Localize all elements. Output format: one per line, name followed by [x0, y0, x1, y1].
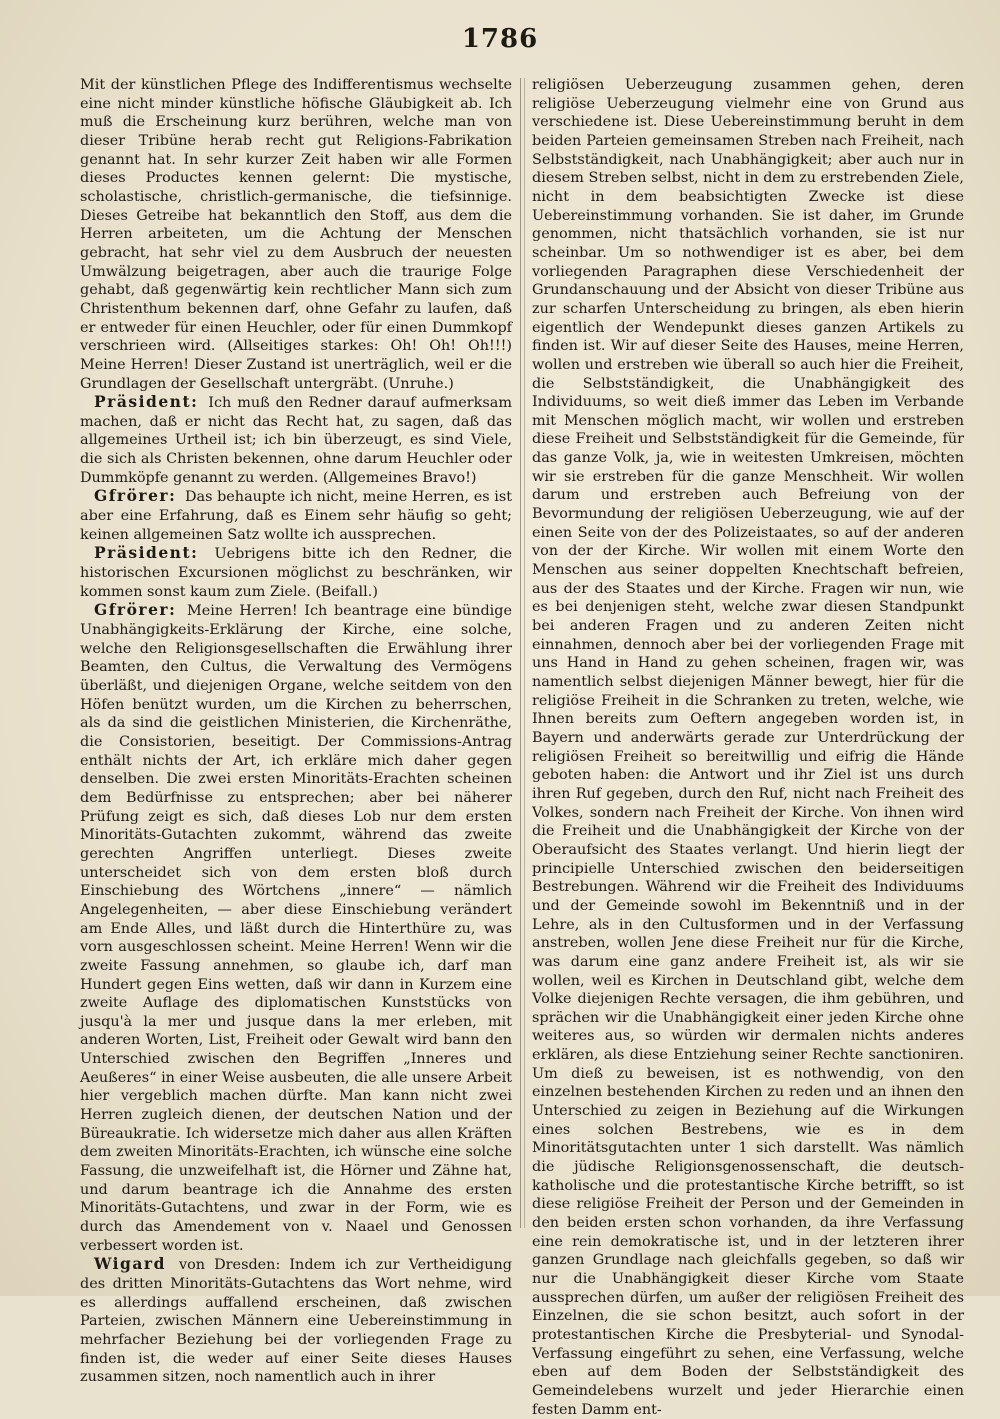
speech-paragraph: [80, 601, 512, 1255]
speech-text: von Dresden: Indem ich zur Vertheidigung des dritten Minoritäts-Gutachtens das Wort nehme, wird es allerdings auffallend erscheinen, daß zwischen Parteien, zwischen Männern eine Uebereinstimmung in mehrfacher Beziehung bei der vorliegenden Frage zu finden ist, die weder auf einer Seite dieses Hauses zusammen sitzen, noch namentlich auch in ihrer: [80, 1257, 512, 1386]
speech-text: Ich muß den Redner darauf aufmerksam machen, daß er nicht das Recht hat, zu sagen, daß das allgemeines Urtheil ist; ich bin überzeugt, es sind Viele, die sich als Christen bekennen, ohne darum Heuchler oder Dummköpfe genannt zu werden. (Allgemeines Bravo!): [80, 395, 512, 486]
column-divider: [520, 78, 521, 1228]
speech-paragraph: [80, 1255, 512, 1387]
speech-paragraph: [80, 393, 512, 487]
speech-text: Meine Herren! Ich beantrage eine bündige Unabhängigkeits-Erklärung der Kirche, eine solche, welche den Religionsgesellschaften die Erwählung ihrer Beamten, den Cultus, die Verwaltung des Vermögens überläßt, und diejenigen Organe, welche seitdem von den Höfen benützt wurden, um die Kirchen zu beherrschen, als da sind die geistlichen Ministerien, die Kirchenräthe, die Consistorien, beseitigt. Der Commissions-Antrag enthält nichts der Art, ich erkläre mich daher gegen denselben. Die zwei ersten Minoritäts-Erachten scheinen dem Bedürfnisse zu entsprechen; aber bei näherer Prüfung zeigt es sich, daß dieses Lob nur dem ersten Minoritäts-Gutachten zukommt, während das zweite gerechten Angriffen unterliegt. Dieses zweite unterscheidet sich von dem ersten bloß durch Einschiebung des Wörtchens „innere“ — nämlich Angelegenheiten, — aber diese Einschiebung verändert am Ende Alles, und läßt durch die Hinterthüre zu, was vorn ausgeschlossen scheint. Meine Herren! Wenn wir die zweite Fassung annehmen, so glaube ich, darf man Hundert gegen Eins wetten, daß wir dann in Kurzem eine zweite Auflage des diplomatischen Kunststücks von jusqu'à la mer und jusque dans la mer erleben, mit anderen Worten, List, Freiheit oder Gewalt wird bann den Unterschied zwischen den Begriffen „Inneres und Aeußeres“ in einer Weise ausbeuten, die alle unsere Arbeit hier vergeblich machen dürfte. Man kann nicht zwei Herren zugleich dienen, der deutschen Nation und der Büreaukratie. Ich widersetze mich daher aus allen Kräften dem zweiten Minoritäts-Erachten, ich wünsche eine solche Fassung, die unzweifelhaft ist, die Hörner und Zähne hat, und darum beantrage ich die Annahme des ersten Minoritäts-Gutachtens, und zwar in der Form, wie es durch das Amendement von v. Naael und Genossen verbessert worden ist.: [80, 603, 513, 1254]
speech-paragraph: [80, 487, 512, 544]
speaker-name: Präsident:: [94, 392, 199, 412]
speaker-name: Präsident:: [94, 543, 199, 563]
speech-paragraph: Mit der künstlichen Pflege des Indifferentismus wechselte eine nicht minder künstliche höfische Gläubigkeit ab. Ich muß die Erscheinung kurz berühren, welche man von dieser Tribüne herab recht gut Religions-Fabrikation genannt hat. In sehr kurzer Zeit haben wir alle Formen dieses Productes kennen gelernt: Die mystische, scholastische, christlich-germanische, die tiefsinnige. Dieses Getreibe hat bekanntlich den Stoff, aus dem die Herren arbeiteten, um die Achtung der Menschen gebracht, hat sehr viel zu dem Ausbruch der neuesten Umwälzung beigetragen, aber auch die traurige Folge gehabt, daß gegenwärtig kein rechtlicher Mann sich zum Christenthum bekennen darf, ohne Gefahr zu laufen, daß er entweder für einen Heuchler, oder für einen Dummkopf verschrieen wird. (Allseitiges starkes: Oh! Oh! Oh!!!) Meine Herren! Dieser Zustand ist unerträglich, weil er die Grundlagen der Gesellschaft untergräbt. (Unruhe.): [80, 77, 512, 392]
speaker-name: Gfrörer:: [94, 600, 177, 620]
page-number: 1786: [461, 24, 539, 54]
right-column: [532, 76, 964, 1418]
left-column: [80, 76, 513, 1386]
speech-paragraph: religiösen Ueberzeugung zusammen gehen, deren religiöse Ueberzeugung vielmehr eine von Grund aus verschiedene ist. Diese Uebereinstimmung beruht in dem beiden Parteien gemeinsamen Streben nach Freiheit, nach Selbstständigkeit, nach Unabhängigkeit; aber auch nur in diesem Streben selbst, nicht in dem zu erstrebenden Ziele, nicht in dem beabsichtigten Zwecke ist diese Uebereinstimmung vorhanden. Sie ist daher, im Grunde genommen, nicht thatsächlich vorhanden, sie ist nur scheinbar. Um so nothwendiger ist es aber, bei dem vorliegenden Paragraphen diese Verschiedenheit der Grundanschauung und der Absicht von dieser Tribüne aus zur scharfen Unterscheidung zu bringen, als eben hierin eigentlich der Wendepunkt dieses ganzen Artikels zu finden ist. Wir auf dieser Seite des Hauses, meine Herren, wollen und erstreben wie überall so auch hier die Freiheit, die Selbstständigkeit, die Unabhängigkeit des Individuums, so weit dieß immer das Leben im Verbande mit Menschen möglich macht, wir wollen und erstreben diese Freiheit und Selbstständigkeit für die Gemeinde, für das ganze Volk, ja, wie in weitesten Umkreisen, möchten wir sie erstreben für die ganze Menschheit. Wir wollen darum und erstreben auch Befreiung von der Bevormundung der religiösen Ueberzeugung, wie auf der einen Seite von der des Polizeistaates, so auf der anderen von der der Kirche. Wir wollen mit einem Worte den Menschen aus seiner doppelten Knechtschaft befreien, aus der des Staates und der Kirche. Fragen wir nun, wie es bei denjenigen steht, welche zwar diesen Standpunkt bei anderen Fragen und zu anderen Zeiten nicht einnahmen, dennoch aber bei der vorliegenden Frage mit uns Hand in Hand zu gehen scheinen, fragen wir, was namentlich selbst diejenigen Männer bewegt, hier für die religiöse Freiheit in die Schranken zu treten, welche, wie Ihnen bereits zum Oeftern angegeben worden ist, in Bayern und anderwärts gerade zur Unterdrückung der religiösen Freiheit so bereitwillig und eifrig die Hände geboten haben: die Antwort und ihr Ziel ist uns durch ihren Ruf gegeben, durch den Ruf, nicht nach Freiheit des Volkes, sondern nach Freiheit der Kirche. Von ihnen wird die Freiheit und die Unabhängigkeit der Kirche von der Oberaufsicht des Staates verlangt. Und hierin liegt der principielle Unterschied zwischen den beiderseitigen Bestrebungen. Während wir die Freiheit des Individuums und der Gemeinde sowohl im Bekenntniß und in der Lehre, als in den Cultusformen und in der Verfassung anstreben, wollen Jene diese Freiheit nur für die Kirche, was darum eine ganz andere Freiheit ist, als wir sie wollen, weil es Kirchen in Deutschland gibt, welche dem Volke diejenigen Rechte versagen, die ihm gebühren, und sprächen wir die Unabhängigkeit einer jeden Kirche ohne weiteres aus, so würden wir dermalen nichts anderes erklären, als diese Entziehung seiner Rechte sanctioniren. Um dieß zu beweisen, ist es nothwendig, von den einzelnen bestehenden Kirchen zu reden und an ihnen den Unterschied zu zeigen in Beziehung auf die Wirkungen eines solchen Bestrebens, wie es in dem Minoritätsgutachten unter 1 sich darstellt. Was nämlich die jüdische Religionsgenossenschaft, die deutsch-katholische und die protestantische Kirche betrifft, so ist diese religiöse Freiheit der Person und der Gemeinden in den beiden ersten schon vorhanden, da ihre Verfassung eine rein demokratische ist, und in der letzteren ihrer ganzen Grundlage nach gleichfalls gegeben, so daß wir nur die Unabhängigkeit dieser Kirche vom Staate aussprechen dürfen, um außer der religiösen Freiheit des Einzelnen, die sie schon besitzt, auch sofort in der protestantischen Kirche die Presbyterial- und Synodal-Verfassung eingeführt zu sehen, eine Verfassung, welche eben auf dem Boden der Selbstständigkeit des Gemeindelebens wurzelt und jeder Hierarchie einen festen Damm ent-: [532, 77, 964, 1418]
column-divider: [524, 78, 525, 1228]
speech-text: Uebrigens bitte ich den Redner, die historischen Excursionen möglichst zu beschränken, wir kommen sonst kaum zum Ziele. (Beifall.): [80, 546, 512, 600]
speaker-name: Gfrörer:: [94, 486, 177, 506]
speech-text: Das behaupte ich nicht, meine Herren, es ist aber eine Erfahrung, daß es Einem sehr häufig so geht; keinen allgemeinen Satz wollte ich aussprechen.: [80, 489, 512, 543]
speaker-name: Wigard: [94, 1254, 166, 1274]
speech-paragraph: [80, 544, 512, 601]
